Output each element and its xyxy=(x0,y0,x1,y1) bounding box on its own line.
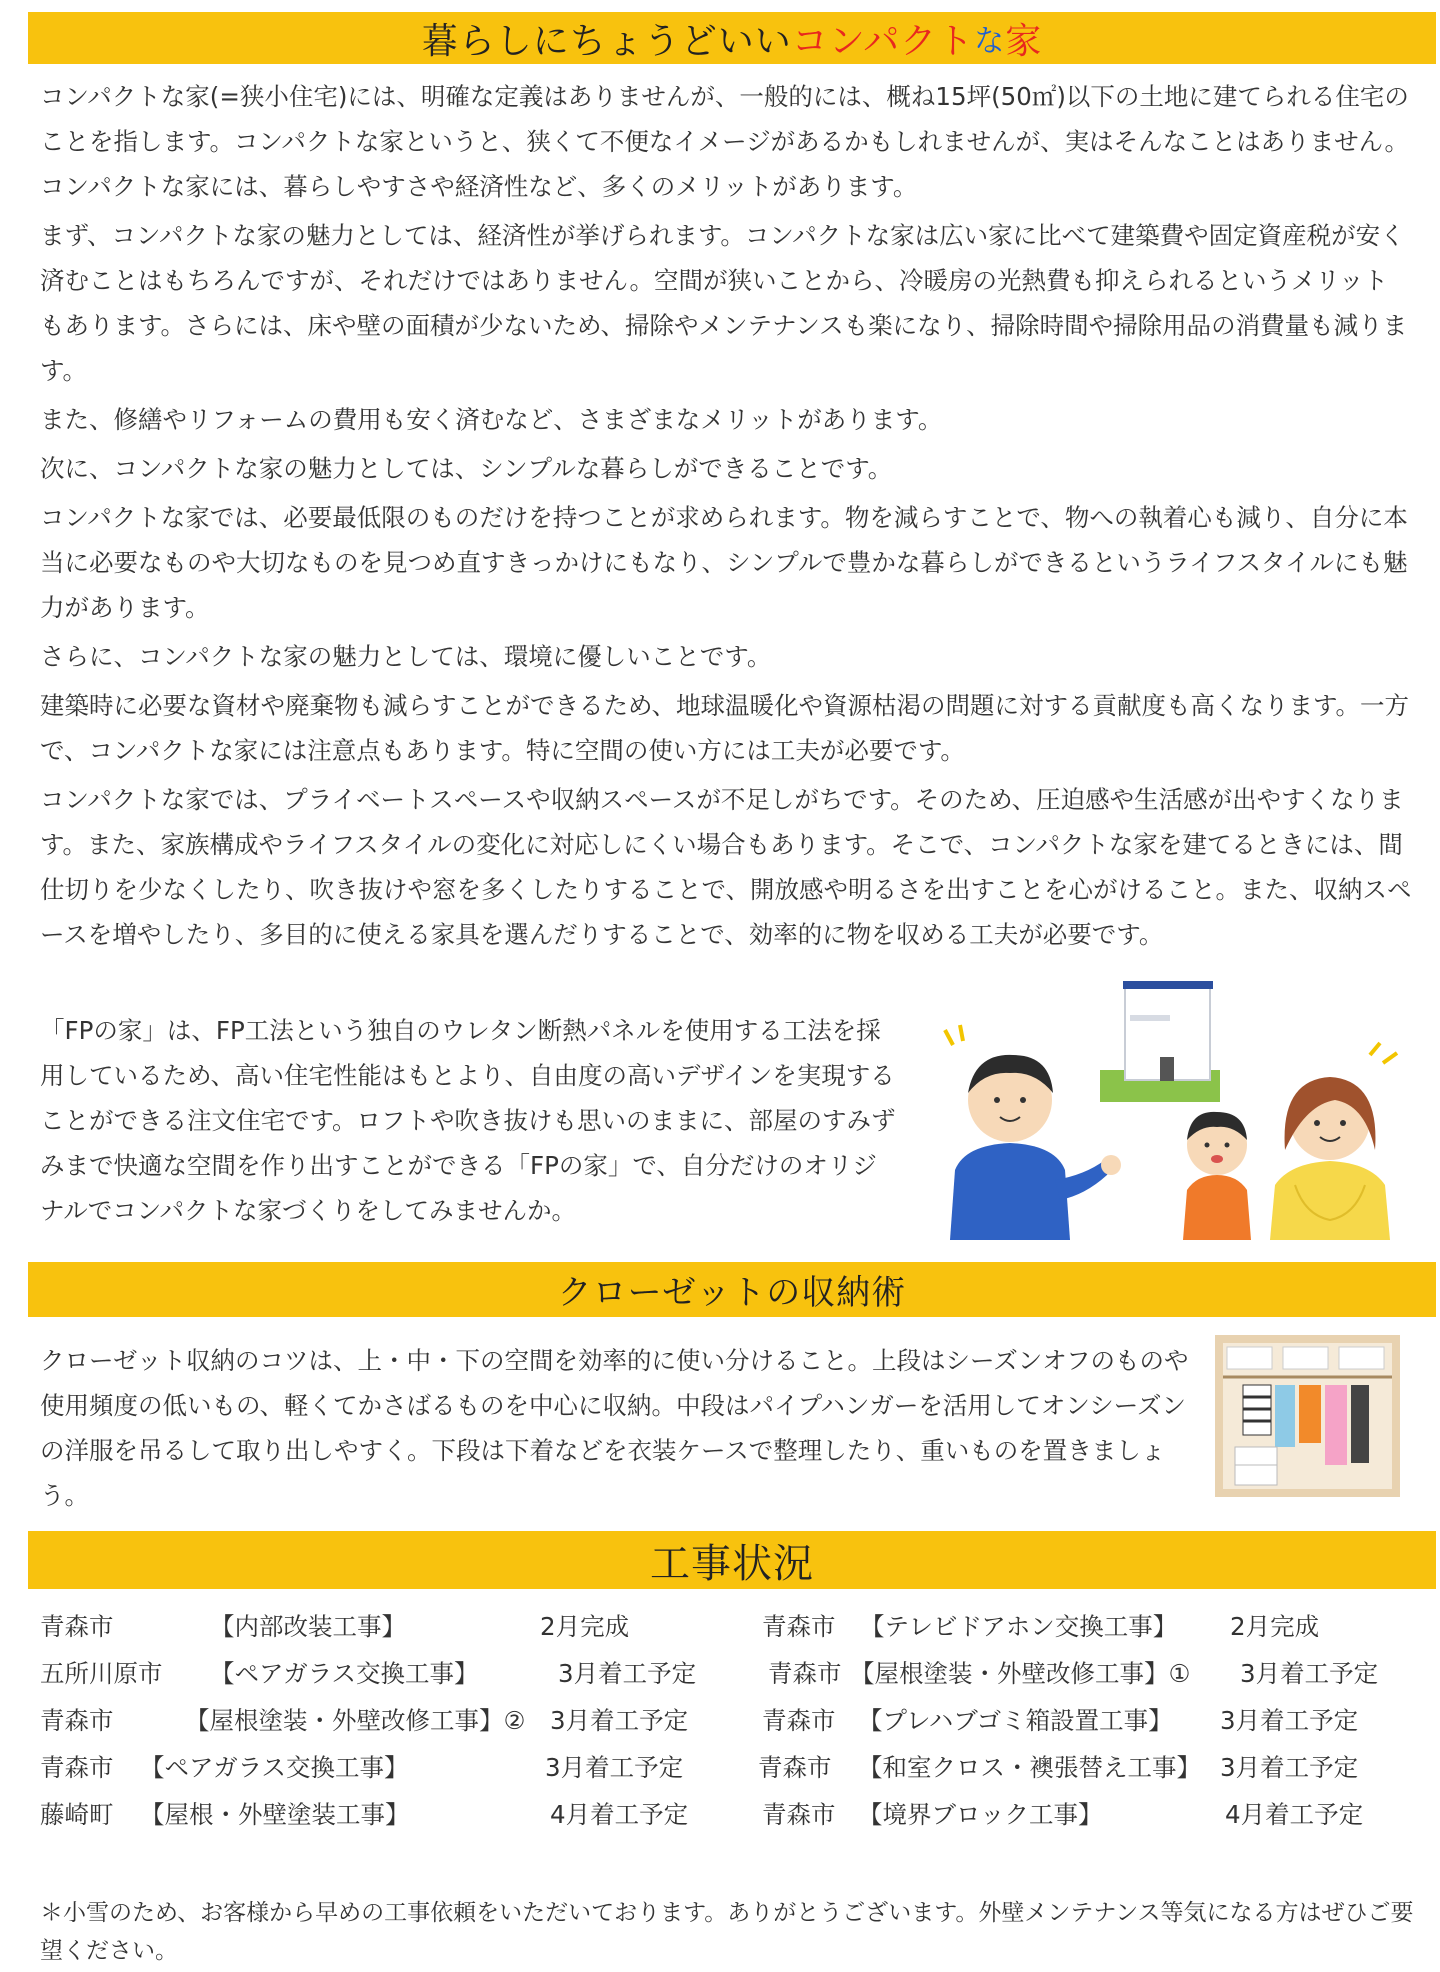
title-highlight: コンパクト xyxy=(791,20,975,62)
work-row xyxy=(40,1608,1430,1655)
title-suffix: 家 xyxy=(1005,20,1043,62)
work-title: 【境界ブロック工事】 xyxy=(858,1800,1103,1829)
work-city: 青森市 xyxy=(762,1706,836,1735)
intro-paragraph: コンパクトな家では、プライベートスペースや収納スペースが不足しがちです。そのため、圧迫感や生活感が出やすくなります。また、家族構成やライフスタイルの変化に対応しにくい場合もあります。そこで、コンパクトな家を建てるときには、間仕切りを少なくしたり、吹き抜けや窓を多くしたりすることで、開放感や明るさを出すことを心がけること。また、収納スペースを増やしたり、多目的に使える家具を選んだりすることで、効率的に物を収める工夫が必要です。 xyxy=(40,785,1412,949)
work-row xyxy=(40,1796,1430,1843)
work-status: 3月着工予定 xyxy=(558,1659,697,1688)
work-city: 青森市 xyxy=(762,1800,836,1829)
works-list xyxy=(40,1608,1430,1843)
work-city: 青森市 xyxy=(40,1706,114,1735)
closet-text: クローゼット収納のコツは、上・中・下の空間を効率的に使い分けること。上段はシーズンオフのものや使用頻度の低いもの、軽くてかさばるものを中心に収納。中段はパイプハンガーを活用してオンシーズンの洋服を吊るして取り出しやすく。下段は下着などを衣装ケースで整理したり、重いものを置きましょう。 xyxy=(40,1346,1189,1510)
intro-paragraph: まず、コンパクトな家の魅力としては、経済性が挙げられます。コンパクトな家は広い家に比べて建築費や固定資産税が安く済むことはもちろんですが、それだけではありません。空間が狭いことから、冷暖房の光熱費も抑えられるというメリットもあります。さらには、床や壁の面積が少ないため、掃除やメンテナンスも楽になり、掃除時間や掃除用品の消費量も減ります。 xyxy=(40,221,1408,385)
work-title: 【ペアガラス交換工事】 xyxy=(140,1753,409,1782)
work-title: 【内部改装工事】 xyxy=(210,1612,406,1641)
intro-text xyxy=(40,74,1412,961)
closet-heading: クローゼットの収納術 xyxy=(557,1273,907,1313)
work-row xyxy=(40,1702,1430,1749)
work-city: 青森市 xyxy=(768,1659,842,1688)
footer-note: ＊小雪のため、お客様から早めの工事依頼をいただいております。ありがとうございます。外壁メンテナンス等気になる方はぜひご要望ください。 xyxy=(40,1900,1414,1964)
title-prefix: 暮らしにちょうどいい xyxy=(421,20,792,62)
work-city: 藤崎町 xyxy=(40,1800,114,1829)
work-status: 3月着工予定 xyxy=(550,1706,689,1735)
work-title: 【屋根塗装・外壁改修工事】① xyxy=(850,1659,1191,1688)
closet-heading-banner xyxy=(28,1262,1436,1317)
intro-paragraph: また、修繕やリフォームの費用も安く済むなど、さまざまなメリットがあります。 xyxy=(40,405,943,434)
work-city: 青森市 xyxy=(40,1753,114,1782)
intro-paragraph: 次に、コンパクトな家の魅力としては、シンプルな暮らしができることです。 xyxy=(40,454,893,483)
work-status: 3月着工予定 xyxy=(1240,1659,1379,1688)
works-heading-banner xyxy=(28,1531,1436,1589)
work-status: 3月着工予定 xyxy=(1220,1753,1359,1782)
closet-illustration xyxy=(1215,1335,1400,1497)
intro-paragraph: さらに、コンパクトな家の魅力としては、環境に優しいことです。 xyxy=(40,642,772,671)
work-title: 【ペアガラス交換工事】 xyxy=(210,1659,479,1688)
work-status: 4月着工予定 xyxy=(550,1800,689,1829)
work-row xyxy=(40,1655,1430,1702)
work-title: 【テレビドアホン交換工事】 xyxy=(860,1612,1178,1641)
work-status: 3月着工予定 xyxy=(545,1753,684,1782)
intro-paragraph: コンパクトな家では、必要最低限のものだけを持つことが求められます。物を減らすことで、物への執着心も減り、自分に本当に必要なものや大切なものを見つめ直すきっかけにもなり、シンプルで豊かな暮らしができるというライフスタイルにも魅力があります。 xyxy=(40,503,1408,622)
family-with-house-illustration xyxy=(935,975,1435,1240)
work-city: 五所川原市 xyxy=(40,1659,163,1688)
work-city: 青森市 xyxy=(758,1753,832,1782)
work-city: 青森市 xyxy=(762,1612,836,1641)
fp-paragraph: 「FPの家」は、FP工法という独自のウレタン断熱パネルを使用する工法を採用しているため、高い住宅性能はもとより、自由度の高いデザインを実現することができる注文住宅です。ロフトや吹き抜けも思いのままに、部屋のすみずみまで快適な空間を作り出すことができる「FPの家」で、自分だけのオリジナルでコンパクトな家づくりをしてみませんか。 xyxy=(40,1016,896,1225)
work-row xyxy=(40,1749,1430,1796)
work-title: 【屋根・外壁塗装工事】 xyxy=(140,1800,410,1829)
work-status: 2月完成 xyxy=(1230,1612,1320,1641)
intro-paragraph: 建築時に必要な資材や廃棄物も減らすことができるため、地球温暖化や資源枯渇の問題に対する貢献度も高くなります。一方で、コンパクトな家には注意点もあります。特に空間の使い方には工夫が必要です。 xyxy=(40,691,1410,765)
work-title: 【和室クロス・襖張替え工事】 xyxy=(858,1753,1201,1782)
works-heading: 工事状況 xyxy=(650,1540,814,1587)
title-connector: な xyxy=(974,24,1006,59)
work-status: 4月着工予定 xyxy=(1225,1800,1364,1829)
work-title: 【屋根塗装・外壁改修工事】② xyxy=(185,1706,526,1735)
work-status: 3月着工予定 xyxy=(1220,1706,1359,1735)
work-city: 青森市 xyxy=(40,1612,114,1641)
title-banner xyxy=(28,12,1436,64)
work-status: 2月完成 xyxy=(540,1612,630,1641)
intro-paragraph: コンパクトな家(=狭小住宅)には、明確な定義はありませんが、一般的には、概ね15坪(50㎡)以下の土地に建てられる住宅のことを指します。コンパクトな家というと、狭くて不便なイメージがあるかもしれませんが、実はそんなことはありません。コンパクトな家には、暮らしやすさや経済性など、多くのメリットがあります。 xyxy=(40,82,1410,201)
work-title: 【プレハブゴミ箱設置工事】 xyxy=(858,1706,1173,1735)
